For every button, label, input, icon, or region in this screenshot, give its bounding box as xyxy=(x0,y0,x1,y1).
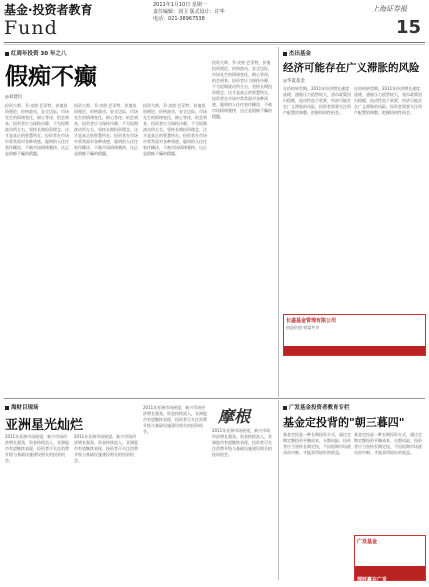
page-number: 15 xyxy=(396,17,422,38)
advertisement[interactable] xyxy=(283,314,426,363)
header-info xyxy=(153,2,225,23)
article-body: 2011年亚洲市场展望，新兴市场经济增长强劲，资金持续流入，亚洲股市有望继续表现，投资者可关注消费升级与基础设施建设相关的投资机会。 xyxy=(212,428,272,457)
byline: ◎刘建位 xyxy=(5,95,23,100)
article-body: 投资大师，乔·皮欧·巴菲特，价值投资理论，价格波动，安全边际，市场先生的情绪变化，耐心等待，机会到来，投资者应当保持冷静，不为短期波动所左右，坚持长期投资理念，这才是真正的智慧所在。投资者在市场中常常面对各种诱惑，聪明的人往往装作糊涂，不被市场情绪裹挟，这正是假痴不癫的精髓。 xyxy=(74,103,138,156)
ad-bar xyxy=(355,566,425,583)
section-rule xyxy=(4,398,425,399)
article-body: 投资大师，乔·皮欧·巴菲特，价值投资理论，价格波动，安全边际，市场先生的情绪变化，耐心等待，机会到来，投资者应当保持冷静，不为短期波动所左右，坚持长期投资理念，这才是真正的智慧所在。投资者在市场中常常面对各种诱惑，聪明的人往往装作糊涂，不被市场情绪裹挟，这正是假痴不癫的精髓。 xyxy=(5,103,69,156)
headline: 基金定投背的"朝三暮四" xyxy=(283,416,405,429)
article-body: 投资大师，乔·皮欧·巴菲特，价值投资理论，价格波动，安全边际，市场先生的情绪变化，耐心等待，机会到来，投资者应当保持冷静，不为短期波动所左右，坚持长期投资理念，这才是真正的智慧所在。投资者在市场中常常面对各种诱惑，聪明的人往往装作糊涂，不被市场情绪裹挟，这正是假痴不癫的精髓。 xyxy=(212,60,272,119)
ad-logo: 广发基金 xyxy=(357,539,378,545)
article-body: 基金定投是一种长期投资方式，通过定期定额投资平摊成本，分散风险，投资者应当坚持长期定投，不因短期市场波动而中断，才能获得较好的收益。 xyxy=(354,432,422,455)
article-body: 在结构转型期，2011年经济增长速度放缓，通胀压力依然较大，货币政策回归稳健，流动性趋于收紧，经济可能存在广义滞胀的风险，投资者需要关注资产配置的调整，把握结构性机会。 xyxy=(354,86,422,115)
ad-bar xyxy=(284,346,425,363)
headline: 假痴不癫 xyxy=(5,63,97,90)
article-body: 2011年亚洲市场展望，新兴市场经济增长强劲，资金持续流入，亚洲股市有望继续表现，投资者可关注消费升级与基础设施建设相关的投资机会。 xyxy=(5,434,69,463)
section-title: 基金·投资者教育 xyxy=(4,3,93,17)
article-body: 投资大师，乔·皮欧·巴菲特，价值投资理论，价格波动，安全边际，市场先生的情绪变化，耐心等待，机会到来，投资者应当保持冷静，不为短期波动所左右，坚持长期投资理念，这才是真正的智慧所在。投资者在市场中常常面对各种诱惑，聪明的人往往装作糊涂，不被市场情绪裹挟，这正是假痴不癫的精髓。 xyxy=(143,103,207,156)
ad-bar-label: 理财赢在广发 xyxy=(357,577,388,583)
headline: 经济可能存在广义滞胀的风险 xyxy=(283,62,420,74)
article-body: 基金定投是一种长期投资方式，通过定期定额投资平摊成本，分散风险，投资者应当坚持长期定投，不因短期市场波动而中断，才能获得较好的收益。 xyxy=(283,432,351,455)
article-tag: 广发基金投资者教育专栏 xyxy=(283,403,350,411)
advertisement-2[interactable] xyxy=(354,535,426,581)
header-rule xyxy=(4,42,425,43)
article-tag: 杰出基金 xyxy=(283,49,311,57)
phone-line: 电话：021-38967538 xyxy=(153,16,205,22)
brand-logo: 摩根 xyxy=(218,407,251,426)
header-rule-thin xyxy=(4,44,425,45)
byline: ◎华夏基金 xyxy=(283,79,305,84)
ad-logo: 长盛基金管理有限公司 xyxy=(286,318,337,324)
article-body: 2011年亚洲市场展望，新兴市场经济增长强劲，资金持续流入，亚洲股市有望继续表现，投资者可关注消费升级与基础设施建设相关的投资机会。 xyxy=(143,405,207,434)
headline: 亚洲星光灿烂 xyxy=(5,418,84,433)
paper-name: 上海证券报 xyxy=(372,5,407,13)
ad-bar-label: 长盛基金 xyxy=(286,357,307,363)
page-header xyxy=(0,0,429,44)
ad-text: 创造价值 财富共享 xyxy=(286,325,320,330)
article-body: 2011年亚洲市场展望，新兴市场经济增长强劲，资金持续流入，亚洲股市有望继续表现，投资者可关注消费升级与基础设施建设相关的投资机会。 xyxy=(74,434,138,463)
section-title-en: Fund xyxy=(4,17,58,39)
article-tag: 海财目现场 xyxy=(5,403,39,411)
column-divider xyxy=(278,47,279,397)
column-divider xyxy=(278,400,279,580)
date-line: 2011年1月10日 星期一 xyxy=(153,2,207,8)
editor-line: 责任编辑：刘卫 版式设计：许华 xyxy=(153,9,225,15)
article-body: 在结构转型期，2011年经济增长速度放缓，通胀压力依然较大，货币政策回归稳健，流动性趋于收紧，经济可能存在广义滞胀的风险，投资者需要关注资产配置的调整，把握结构性机会。 xyxy=(283,86,351,115)
article-tag: 红周年投资 30 年之八 xyxy=(5,49,66,57)
